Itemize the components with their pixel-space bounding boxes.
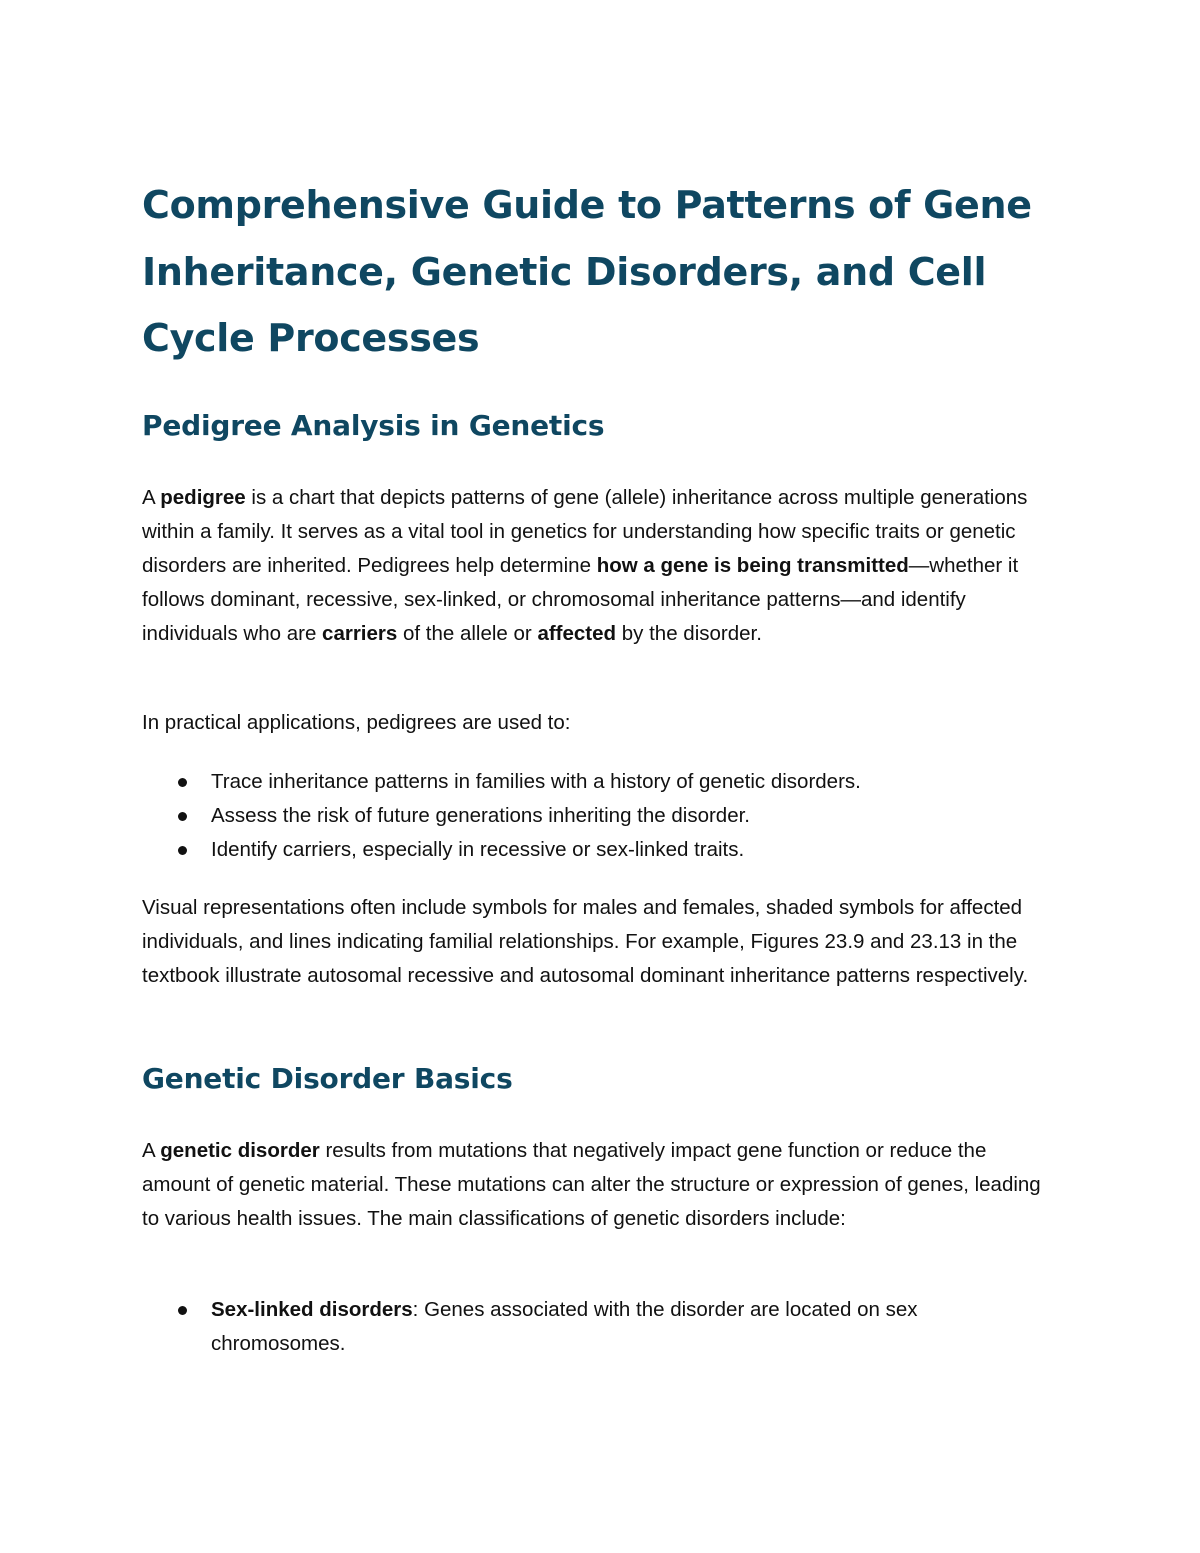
- paragraph-visual-representations: Visual representations often include symbols for males and females, shaded symbols for affected individuals, and lines indicating familial relationships. For example, Figures 23.9 and 23.13 in the textbook illustrate autosomal recessive and autosomal dominant inheritance patterns respectively.: [142, 896, 1029, 987]
- list-item: [142, 799, 1054, 833]
- bullet-icon: [178, 812, 187, 821]
- paragraph-pedigree-uses-intro: In practical applications, pedigrees are used to:: [142, 711, 571, 734]
- text-run: of the allele or: [397, 622, 538, 645]
- bullet-list-disorder-types: [142, 1293, 1054, 1361]
- text-run: A: [142, 486, 161, 509]
- section-heading-pedigree: Pedigree Analysis in Genetics: [142, 409, 605, 442]
- bold-term-genetic-disorder: genetic disorder: [160, 1139, 320, 1162]
- bullet-list-pedigree-uses: [142, 765, 1054, 867]
- list-item: [142, 833, 1054, 867]
- paragraph-genetic-disorder-definition: [142, 1134, 1054, 1236]
- text-run: by the disorder.: [616, 622, 762, 645]
- bold-term-transmission: how a gene is being transmitted: [596, 554, 909, 577]
- bullet-icon: [178, 846, 187, 855]
- bold-term-carriers: carriers: [322, 622, 398, 645]
- list-item-text: Assess the risk of future generations inheriting the disorder.: [211, 804, 750, 827]
- bold-term-affected: affected: [537, 622, 617, 645]
- list-item-text: Trace inheritance patterns in families with a history of genetic disorders.: [211, 770, 861, 793]
- text-run: results from mutations that negatively impact gene function or reduce the amount of genetic material. These mutations can alter the structure or expression of genes, leading to various health issues. The main classifications of genetic disorders include:: [142, 1139, 1041, 1230]
- bullet-icon: [178, 1306, 187, 1315]
- list-item: [142, 765, 1054, 799]
- list-item: [142, 1293, 1054, 1361]
- text-run: is a chart that depicts patterns of gene (allele) inheritance across multiple generations within a family. It serves as a vital tool in genetics for understanding how specific traits or genetic disorders are inherited. Pedigrees help determine: [142, 486, 1028, 577]
- bullet-icon: [178, 778, 187, 787]
- bold-term-pedigree: pedigree: [160, 486, 246, 509]
- text-run: A: [142, 1139, 161, 1162]
- paragraph-pedigree-definition: [142, 481, 1054, 651]
- page-title: Comprehensive Guide to Patterns of Gene Inheritance, Genetic Disorders, and Cell Cycle Processes: [142, 183, 1032, 360]
- list-item-text: Identify carriers, especially in recessive or sex-linked traits.: [211, 838, 745, 861]
- list-item-text: : Genes associated with the disorder are located on sex chromosomes.: [211, 1298, 918, 1355]
- section-heading-genetic-disorders: Genetic Disorder Basics: [142, 1062, 513, 1095]
- text-run: —whether it follows dominant, recessive, sex-linked, or chromosomal inheritance patterns—and identify individuals who are: [142, 554, 1019, 645]
- bold-term-sex-linked: Sex-linked disorders: [211, 1298, 413, 1321]
